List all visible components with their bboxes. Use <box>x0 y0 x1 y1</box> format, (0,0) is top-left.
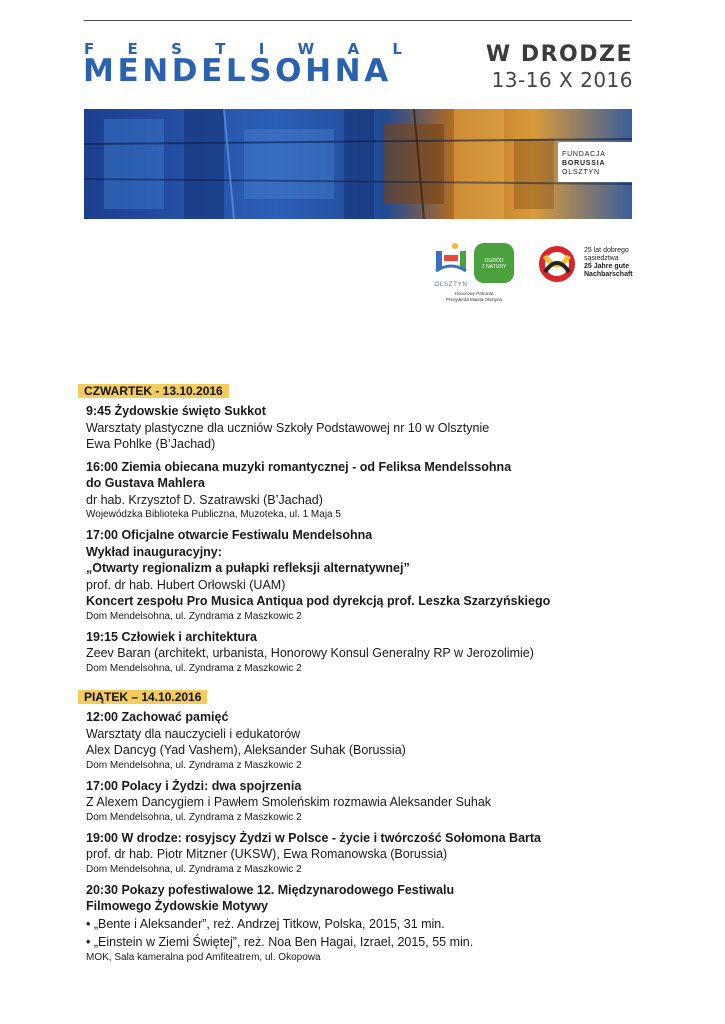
top-rule <box>84 20 632 21</box>
event-title: 19:00 W drodze: rosyjscy Żydzi w Polsce - życie i twórczość Sołomona Barta <box>86 830 541 845</box>
event-line: Warsztaty dla nauczycieli i edukatorów <box>86 726 301 741</box>
event-line: prof. dr hab. Hubert Orłowski (UAM) <box>86 577 286 592</box>
anniversary-line: sąsiedztwa <box>584 255 619 262</box>
event-place: Dom Mendelsohna, ul. Zyndrama z Maszkowic 2 <box>86 811 302 823</box>
ogrod-line: OGRÓD <box>484 258 504 264</box>
friday-events <box>86 709 646 970</box>
event-title: Wykład inauguracyjny: <box>86 544 222 559</box>
letter: E <box>127 40 138 58</box>
abstract-painting-image <box>84 109 632 219</box>
letter: W <box>297 40 315 58</box>
event-title: 20:30 Pokazy pofestiwalowe 12. Międzynarodowego Festiwalu <box>86 882 455 897</box>
event-title: 9:45 Żydowskie święto Sukkot <box>86 404 266 418</box>
letter: S <box>171 40 182 58</box>
event-line: Alex Dancyg (Yad Vashem), Aleksander Suhak (Borussia) <box>86 743 406 757</box>
event <box>86 778 646 824</box>
event-place: Dom Mendelsohna, ul. Zyndrama z Maszkowic 2 <box>86 662 302 674</box>
event-line: dr hab. Krzysztof D. Szatrawski (B’Jachad) <box>86 492 323 507</box>
event <box>86 629 646 675</box>
event-place: Dom Mendelsohna, ul. Zyndrama z Maszkowic 2 <box>86 863 302 875</box>
film-item-text: „Bente i Aleksander”, reż. Andrzej Titkow, Polska, 2015, 31 min. <box>93 916 445 931</box>
day-header-thursday: CZWARTEK - 13.10.2016 <box>78 384 229 398</box>
event-title: 19:15 Człowiek i architektura <box>86 629 257 644</box>
event-place: Dom Mendelsohna, ul. Zyndrama z Maszkowic 2 <box>86 759 302 771</box>
event-title: 12:00 Zachować pamięć <box>86 710 229 724</box>
event-line: prof. dr hab. Piotr Mitzner (UKSW), Ewa Romanowska (Borussia) <box>86 847 448 861</box>
banner-painting <box>84 109 632 219</box>
sponsor-line: OLSZTYN <box>562 169 600 176</box>
anniversary-knot-icon <box>537 244 577 284</box>
letter: T <box>215 40 226 58</box>
anniversary-line: 25 Jahre gute <box>584 263 630 270</box>
event-title: „Otwarty regionalizm a pułapki refleksji alternatywnej” <box>86 561 410 575</box>
event-place: Wojewódzka Biblioteka Publiczna, Muzoteka, ul. 1 Maja 5 <box>86 509 341 520</box>
event <box>86 403 646 453</box>
thursday-events <box>86 403 646 681</box>
event <box>86 527 646 623</box>
event-title: 16:00 Ziemia obiecana muzyki romantycznej - od Feliksa Mendelssohna <box>86 459 512 474</box>
film-item-text: „Einstein w Ziemi Świętej”, reż. Noa Ben Hagai, Izrael, 2015, 55 min. <box>93 934 474 949</box>
patron-line: Prezydenta Miasta Olsztyna <box>445 297 503 302</box>
ogrod-line: Z NATURY <box>481 264 507 270</box>
sponsor-line: FUNDACJA <box>562 151 606 158</box>
event-line: Zeev Baran (architekt, urbanista, Honorowy Konsul Generalny RP w Jerozolimie) <box>86 646 534 660</box>
edition-dates: 13-16 X 2016 <box>491 68 633 92</box>
event <box>86 882 646 964</box>
event-place: MOK, Sala kameralna pod Amfiteatrem, ul. Okopowa <box>86 951 321 963</box>
film-item: • „Bente i Aleksander”, reż. Andrzej Titkow, Polska, 2015, 31 min. <box>86 916 445 931</box>
letter: F <box>84 40 95 58</box>
event-place: Dom Mendelsohna, ul. Zyndrama z Maszkowic 2 <box>86 610 302 622</box>
anniversary-line: Nachbarschaft <box>584 271 633 278</box>
anniversary-text <box>584 247 633 279</box>
event-title: Filmowego Żydowskie Motywy <box>86 899 268 913</box>
patron-line: Honorowy Patronat <box>454 291 494 296</box>
sponsor-badge <box>558 142 632 182</box>
letter: L <box>392 40 402 58</box>
olsztyn-logo-icon <box>432 241 470 277</box>
festival-name: MENDELSOHNA <box>83 53 392 89</box>
event-title: Koncert zespołu Pro Musica Antiqua pod dyrekcją prof. Leszka Szarzyńskiego <box>86 594 551 608</box>
event <box>86 709 646 772</box>
ogrod-z-natury-logo <box>474 243 514 283</box>
day-header-friday: PIĄTEK – 14.10.2016 <box>78 690 207 704</box>
event-line: Ewa Pohlke (B’Jachad) <box>86 437 216 451</box>
patron-note <box>434 291 514 303</box>
letter: A <box>347 40 360 58</box>
event-line: Z Alexem Dancygiem i Pawłem Smoleńskim rozmawia Aleksander Suhak <box>86 795 492 809</box>
olsztyn-logo <box>432 241 470 287</box>
event <box>86 459 646 522</box>
film-item: • „Einstein w Ziemi Świętej”, reż. Noa Ben Hagai, Izrael, 2015, 55 min. <box>86 934 474 949</box>
event <box>86 830 646 876</box>
olsztyn-label: OLSZTYN <box>434 282 468 288</box>
event-title: 17:00 Polacy i Żydzi: dwa spojrzenia <box>86 778 302 793</box>
anniversary-line: 25 lat dobrego <box>584 247 629 254</box>
edition-title: W DRODZE <box>485 42 633 67</box>
sponsor-line: BORUSSIA <box>562 160 606 167</box>
letter: I <box>258 40 265 58</box>
event-title: 17:00 Oficjalne otwarcie Festiwalu Mendelsohna <box>86 528 373 542</box>
event-line: Warsztaty plastyczne dla uczniów Szkoły Podstawowej nr 10 w Olsztynie <box>86 420 490 435</box>
edition-block <box>486 42 633 92</box>
event-title: do Gustava Mahlera <box>86 476 205 490</box>
anniversary-logo <box>537 244 577 284</box>
